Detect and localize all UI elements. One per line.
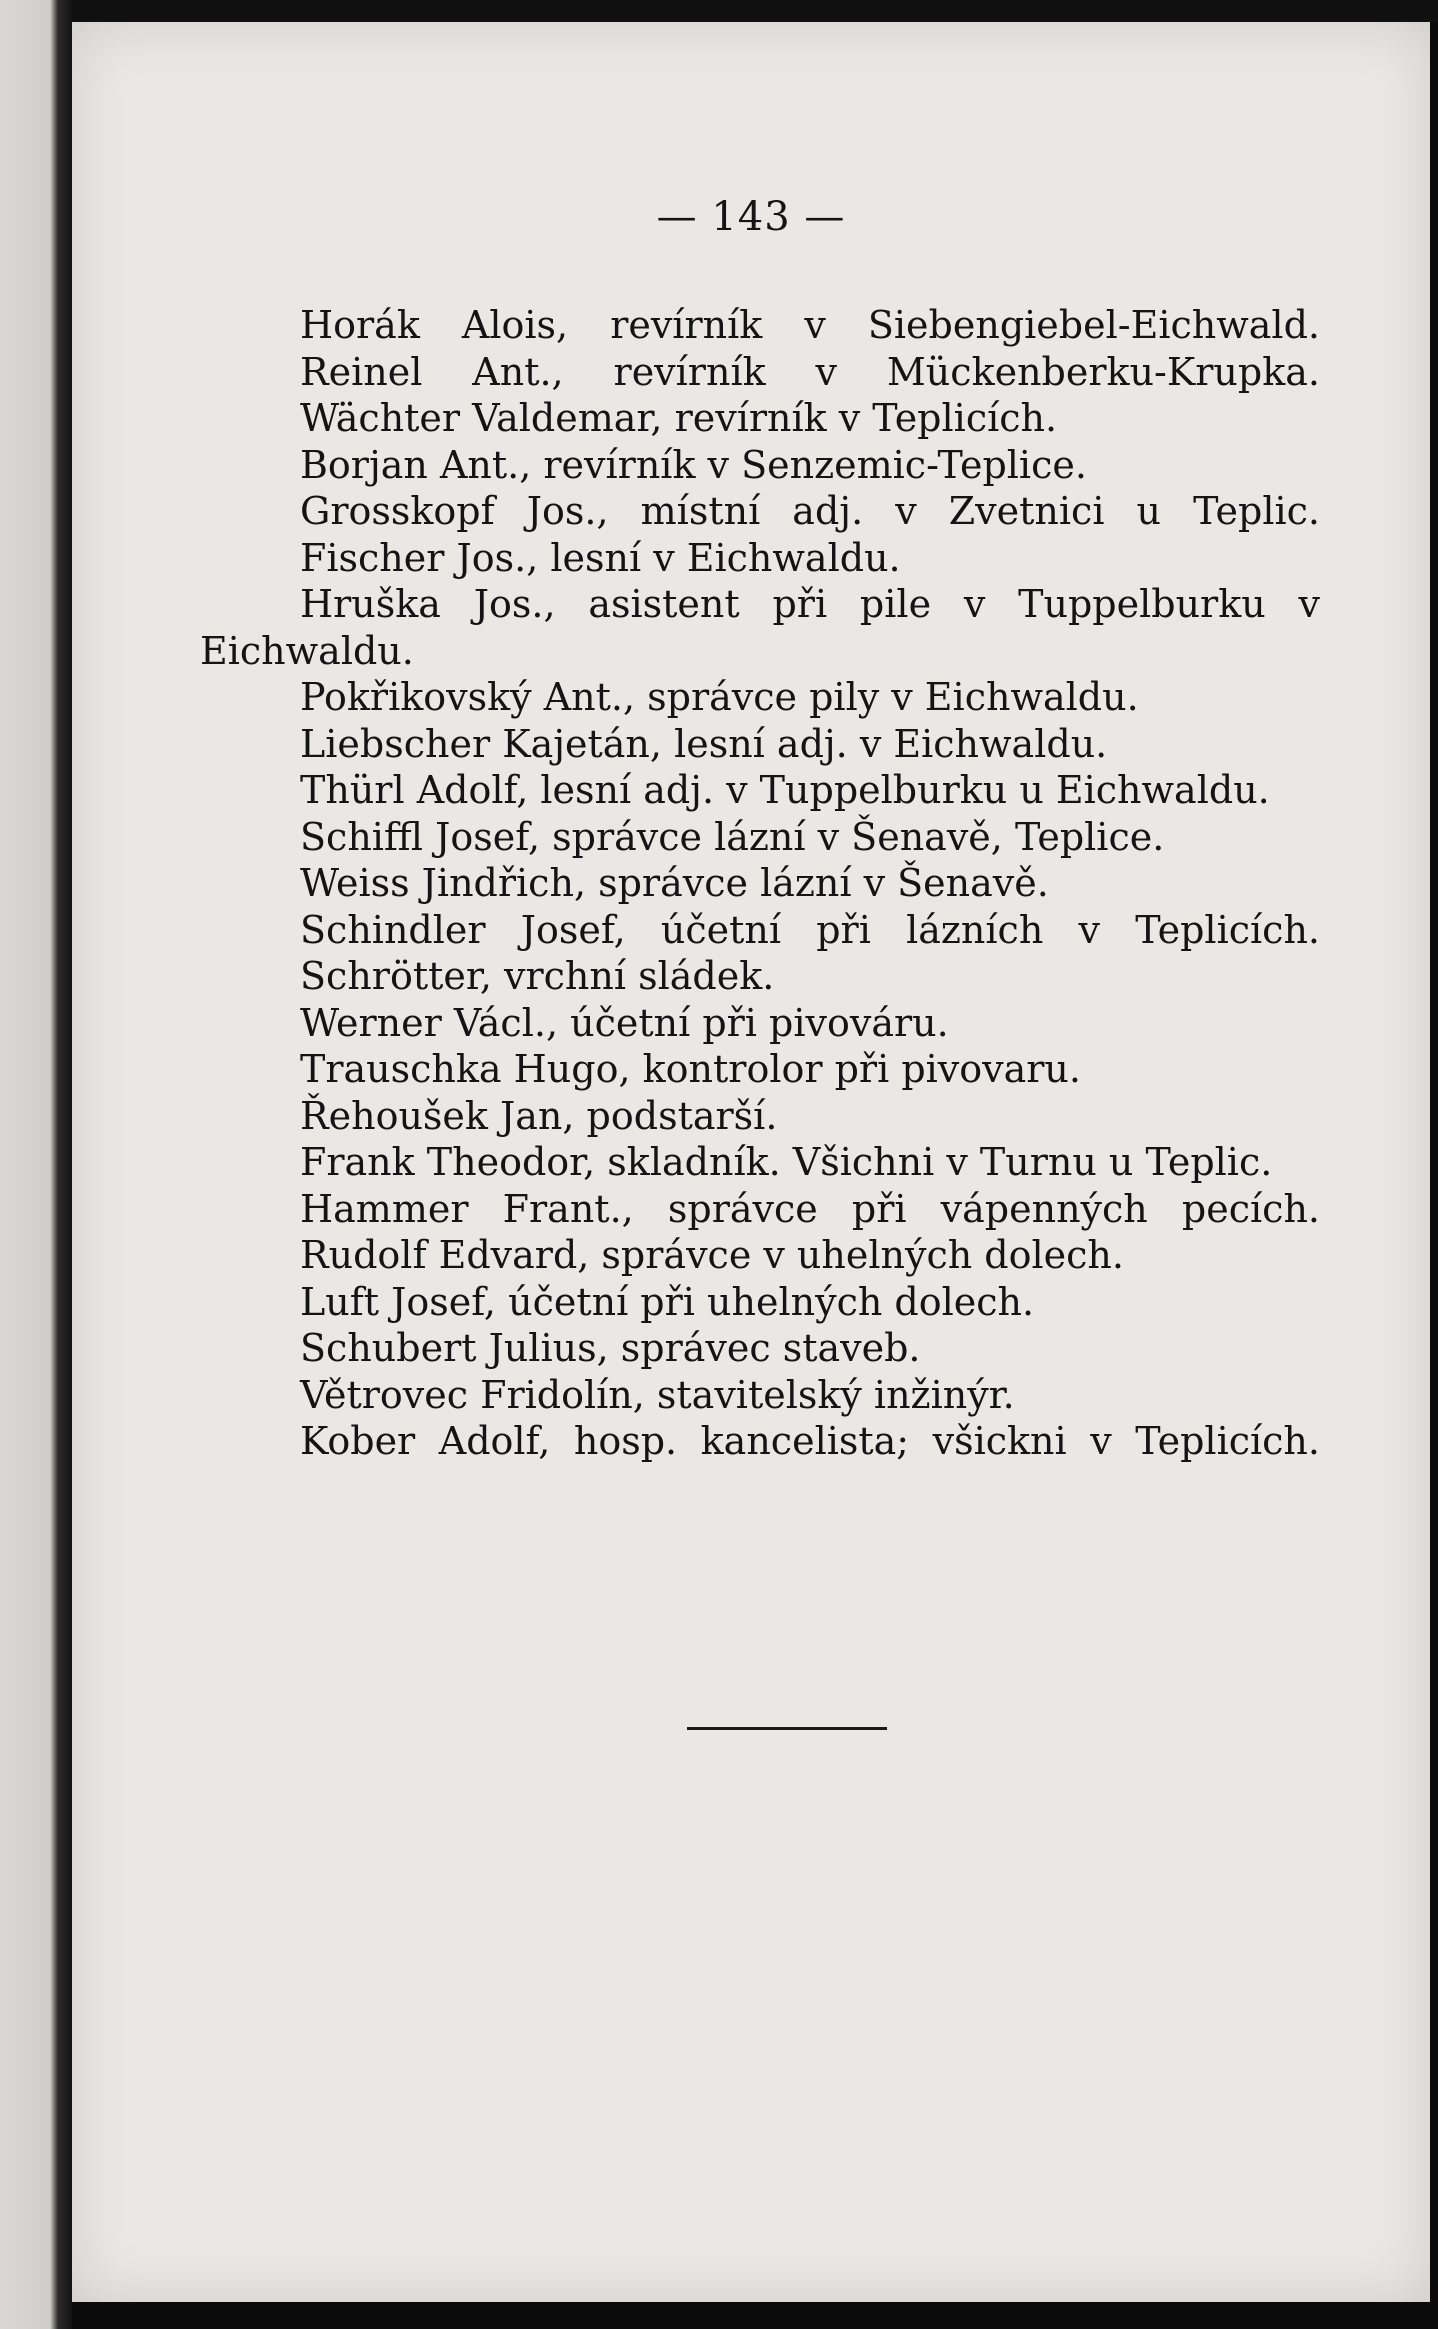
list-entry: Hruška Jos., asistent při pile v Tuppelburku v Eichwaldu.	[200, 582, 1320, 673]
list-entry: Liebscher Kajetán, lesní adj. v Eichwaldu.	[300, 721, 1108, 766]
list-entry: Trauschka Hugo, kontrolor při pivovaru.	[300, 1047, 1081, 1091]
list-entry: Borjan Ant., revírník v Senzemic-Teplice.	[300, 442, 1087, 487]
list-entry: Thürl Adolf, lesní adj. v Tuppelburku u Eichwaldu.	[300, 768, 1270, 812]
list-entry: Frank Theodor, skladník. Všichni v Turnu u Teplic.	[300, 1140, 1273, 1184]
scan-border-left	[0, 0, 72, 2329]
list-entry: Schubert Julius, správec staveb.	[300, 1326, 921, 1370]
list-entry: Řehoušek Jan, podstarší.	[300, 1093, 778, 1138]
list-entry: Wächter Valdemar, revírník v Teplicích.	[300, 396, 1058, 440]
list-entry: Rudolf Edvard, správce v uhelných dolech.	[300, 1233, 1124, 1277]
list-entry: Grosskopf Jos., místní adj. v Zvetnici u Teplic.	[300, 489, 1320, 533]
list-entry: Horák Alois, revírník v Siebengiebel-Eichwald.	[300, 303, 1320, 347]
list-entry: Schrötter, vrchní sládek.	[300, 954, 775, 998]
list-entry: Kober Adolf, hosp. kancelista; všickni v Teplicích.	[300, 1419, 1320, 1463]
end-rule	[687, 1727, 887, 1730]
list-entry: Větrovec Fridolín, stavitelský inžinýr.	[300, 1372, 1015, 1417]
list-entry: Reinel Ant., revírník v Mückenberku-Krupka.	[300, 349, 1320, 394]
list-entry: Schiffl Josef, správce lázní v Šenavě, Teplice.	[300, 814, 1165, 859]
scan-border-top	[0, 0, 1438, 22]
list-entry: Luft Josef, účetní při uhelných dolech.	[300, 1279, 1035, 1324]
staff-list	[200, 302, 1320, 1465]
list-entry: Pokřikovský Ant., správce pily v Eichwaldu.	[300, 675, 1139, 719]
page-number: — 143 —	[656, 194, 846, 240]
list-entry: Weiss Jindřich, správce lázní v Šenavě.	[300, 861, 1049, 905]
list-entry: Schindler Josef, účetní při lázních v Teplicích.	[300, 907, 1320, 952]
list-entry: Werner Václ., účetní při pivováru.	[300, 1000, 949, 1045]
book-page	[72, 22, 1430, 2302]
list-entry: Fischer Jos., lesní v Eichwaldu.	[300, 535, 901, 580]
list-entry: Hammer Frant., správce při vápenných pecích.	[300, 1186, 1320, 1231]
